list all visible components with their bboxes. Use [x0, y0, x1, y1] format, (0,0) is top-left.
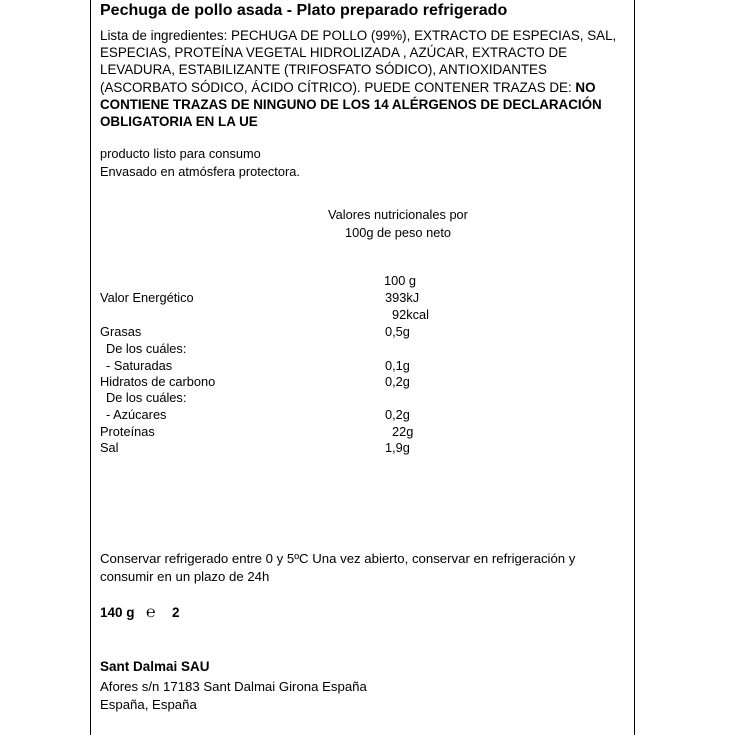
ready-to-eat-note: producto listo para consumo: [100, 146, 261, 161]
estimated-sign-icon: ℮: [146, 604, 156, 621]
allergen-statement: NO CONTIENE TRAZAS DE NINGUNO DE LOS 14 ALÉRGENOS DE DECLARACIÓN OBLIGATORIA EN LA UE: [100, 79, 602, 130]
nutrient-value-energy-kj: 393kJ: [385, 290, 420, 305]
product-title: Pechuga de pollo asada - Plato preparado refrigerado: [100, 2, 508, 19]
company-country: España, España: [100, 697, 197, 712]
net-weight: 140 g: [100, 605, 135, 620]
nutrient-label-carbohydrates: Hidratos de carbono: [100, 374, 216, 389]
nutrient-label-protein: Proteínas: [100, 424, 155, 439]
storage-line2: consumir en un plazo de 24h: [100, 569, 270, 584]
unit-count: 2: [172, 605, 180, 620]
nutrition-column-header: 100 g: [384, 273, 417, 288]
nutrient-value-protein: 22g: [392, 424, 414, 439]
nutrient-label-sugars: - Azúcares: [106, 407, 167, 422]
packaging-note: Envasado en atmósfera protectora.: [100, 164, 300, 179]
nutrition-header-line2: 100g de peso neto: [344, 225, 452, 240]
nutrient-value-fat: 0,5g: [385, 324, 410, 339]
company-name: Sant Dalmai SAU: [100, 659, 210, 674]
ingredients-text: [100, 27, 630, 130]
nutrient-value-saturated: 0,1g: [385, 358, 410, 373]
nutrition-header-line1: Valores nutricionales por: [328, 207, 468, 222]
storage-line1: Conservar refrigerado entre 0 y 5ºC Una vez abierto, conservar en refrigeración y: [100, 551, 576, 566]
company-address: Afores s/n 17183 Sant Dalmai Girona España: [100, 679, 367, 694]
nutrient-label-fat: Grasas: [100, 324, 142, 339]
nutrient-value-sugars: 0,2g: [385, 407, 410, 422]
nutrient-label-of-which-fat: De los cuáles:: [106, 341, 187, 356]
nutrient-label-salt: Sal: [100, 440, 119, 455]
nutrient-label-saturated: - Saturadas: [106, 358, 173, 373]
ingredients-list: Lista de ingredientes: PECHUGA DE POLLO (99%), EXTRACTO DE ESPECIAS, SAL, ESPECIAS, PROTEÍNA VEGETAL HIDROLIZADA , AZÚCAR, EXTRACTO DE LEVADURA, ESTABILIZANTE (TRIFOSFATO SÓDICO), ANTIOXIDANTES (ASCORBATO SÓDICO, ÁCIDO CÍTRICO). PUEDE CONTENER TRAZAS DE:: [100, 28, 617, 95]
nutrient-value-salt: 1,9g: [385, 440, 410, 455]
nutrient-value-energy-kcal: 92kcal: [392, 307, 429, 322]
nutrient-label-energy: Valor Energético: [100, 290, 194, 305]
nutrient-label-of-which-carbs: De los cuáles:: [106, 390, 187, 405]
nutrient-value-carbohydrates: 0,2g: [385, 374, 410, 389]
